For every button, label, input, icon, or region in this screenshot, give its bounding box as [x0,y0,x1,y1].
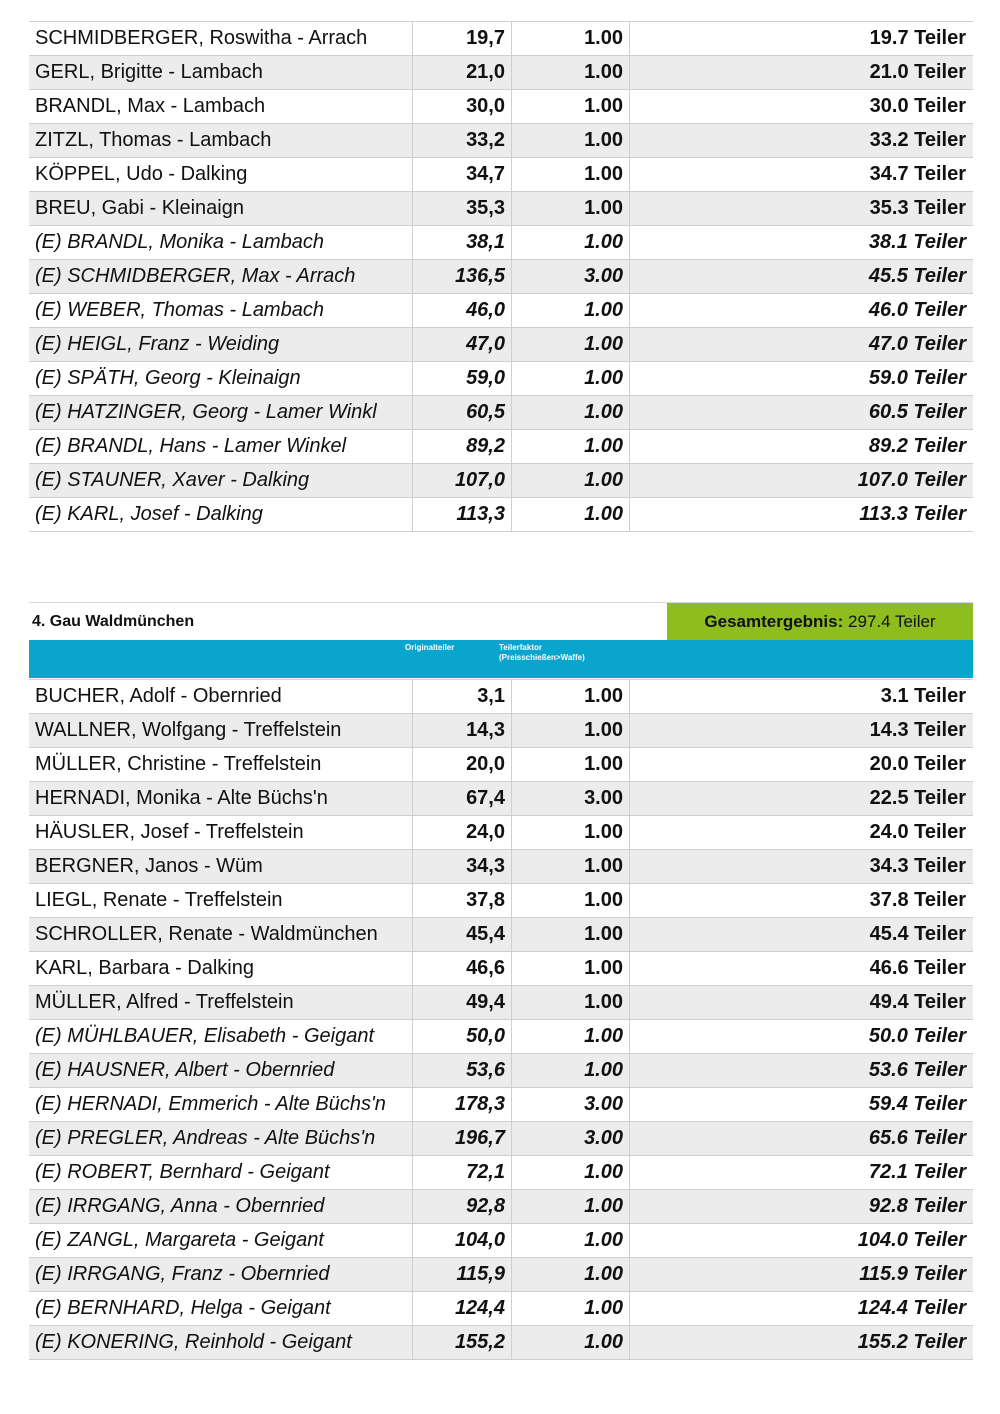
original-teiler-cell: 24,0 [413,816,512,850]
result-teiler-cell: 115.9 Teiler [630,1258,974,1292]
teiler-factor-cell: 1.00 [512,464,630,498]
shooter-name-cell: (E) HERNADI, Emmerich - Alte Büchs'n [29,1088,413,1122]
teiler-factor-cell: 1.00 [512,918,630,952]
shooter-name-cell: (E) SPÄTH, Georg - Kleinaign [29,362,413,396]
teiler-factor-cell: 1.00 [512,1326,630,1360]
total-result-box [667,603,973,641]
teiler-factor-cell: 1.00 [512,56,630,90]
original-teiler-cell: 49,4 [413,986,512,1020]
teiler-factor-cell: 1.00 [512,396,630,430]
teiler-factor-cell: 1.00 [512,498,630,532]
table-row [29,396,973,430]
table-row [29,362,973,396]
teiler-factor-cell: 1.00 [512,952,630,986]
teiler-factor-cell: 3.00 [512,1122,630,1156]
original-teiler-cell: 59,0 [413,362,512,396]
table-row [29,158,973,192]
result-teiler-cell: 59.0 Teiler [630,362,974,396]
table-row [29,430,973,464]
teiler-factor-cell: 1.00 [512,158,630,192]
result-teiler-cell: 38.1 Teiler [630,226,974,260]
results-table-gau-waldmuenchen [29,679,973,1360]
results-table-body [29,680,973,1360]
original-teiler-cell: 37,8 [413,884,512,918]
result-teiler-cell: 104.0 Teiler [630,1224,974,1258]
column-header-factor: Teilerfaktor [499,643,542,652]
shooter-name-cell: BREU, Gabi - Kleinaign [29,192,413,226]
shooter-name-cell: (E) HATZINGER, Georg - Lamer Winkl [29,396,413,430]
original-teiler-cell: 33,2 [413,124,512,158]
shooter-name-cell: (E) BRANDL, Monika - Lambach [29,226,413,260]
table-row [29,986,973,1020]
shooter-name-cell: (E) MÜHLBAUER, Elisabeth - Geigant [29,1020,413,1054]
result-teiler-cell: 21.0 Teiler [630,56,974,90]
result-teiler-cell: 49.4 Teiler [630,986,974,1020]
shooter-name-cell: BRANDL, Max - Lambach [29,90,413,124]
original-teiler-cell: 72,1 [413,1156,512,1190]
result-teiler-cell: 113.3 Teiler [630,498,974,532]
teiler-factor-cell: 1.00 [512,986,630,1020]
table-row [29,918,973,952]
result-teiler-cell: 14.3 Teiler [630,714,974,748]
result-teiler-cell: 65.6 Teiler [630,1122,974,1156]
teiler-factor-cell: 3.00 [512,260,630,294]
shooter-name-cell: (E) BRANDL, Hans - Lamer Winkel [29,430,413,464]
teiler-factor-cell: 3.00 [512,1088,630,1122]
table-row [29,192,973,226]
original-teiler-cell: 47,0 [413,328,512,362]
teiler-factor-cell: 1.00 [512,884,630,918]
table-row [29,464,973,498]
table-row [29,1326,973,1360]
result-teiler-cell: 59.4 Teiler [630,1088,974,1122]
teiler-factor-cell: 1.00 [512,328,630,362]
table-row [29,1190,973,1224]
teiler-factor-cell: 1.00 [512,430,630,464]
table-row [29,850,973,884]
original-teiler-cell: 19,7 [413,22,512,56]
original-teiler-cell: 34,7 [413,158,512,192]
result-teiler-cell: 30.0 Teiler [630,90,974,124]
total-result-value: 297.4 Teiler [848,612,936,631]
original-teiler-cell: 3,1 [413,680,512,714]
table-row [29,782,973,816]
results-table-body [29,22,973,532]
shooter-name-cell: MÜLLER, Alfred - Treffelstein [29,986,413,1020]
table-row [29,124,973,158]
table-row [29,56,973,90]
result-teiler-cell: 92.8 Teiler [630,1190,974,1224]
result-teiler-cell: 50.0 Teiler [630,1020,974,1054]
table-row [29,1292,973,1326]
original-teiler-cell: 92,8 [413,1190,512,1224]
column-header-original: Originalteiler [405,643,455,652]
teiler-factor-cell: 1.00 [512,90,630,124]
original-teiler-cell: 50,0 [413,1020,512,1054]
result-teiler-cell: 60.5 Teiler [630,396,974,430]
teiler-factor-cell: 1.00 [512,294,630,328]
original-teiler-cell: 115,9 [413,1258,512,1292]
result-teiler-cell: 3.1 Teiler [630,680,974,714]
table-row [29,260,973,294]
shooter-name-cell: ZITZL, Thomas - Lambach [29,124,413,158]
result-teiler-cell: 37.8 Teiler [630,884,974,918]
result-teiler-cell: 35.3 Teiler [630,192,974,226]
result-teiler-cell: 46.6 Teiler [630,952,974,986]
results-table-previous-section [29,21,973,532]
table-row [29,1020,973,1054]
original-teiler-cell: 89,2 [413,430,512,464]
result-teiler-cell: 19.7 Teiler [630,22,974,56]
teiler-factor-cell: 1.00 [512,226,630,260]
table-row [29,1156,973,1190]
result-teiler-cell: 45.5 Teiler [630,260,974,294]
original-teiler-cell: 124,4 [413,1292,512,1326]
teiler-factor-cell: 1.00 [512,1020,630,1054]
teiler-factor-cell: 1.00 [512,714,630,748]
teiler-factor-cell: 1.00 [512,362,630,396]
original-teiler-cell: 21,0 [413,56,512,90]
table-row [29,1054,973,1088]
shooter-name-cell: HERNADI, Monika - Alte Büchs'n [29,782,413,816]
result-teiler-cell: 22.5 Teiler [630,782,974,816]
shooter-name-cell: SCHROLLER, Renate - Waldmünchen [29,918,413,952]
original-teiler-cell: 45,4 [413,918,512,952]
result-teiler-cell: 20.0 Teiler [630,748,974,782]
shooter-name-cell: MÜLLER, Christine - Treffelstein [29,748,413,782]
original-teiler-cell: 14,3 [413,714,512,748]
teiler-factor-cell: 1.00 [512,816,630,850]
shooter-name-cell: BUCHER, Adolf - Obernried [29,680,413,714]
shooter-name-cell: (E) ROBERT, Bernhard - Geigant [29,1156,413,1190]
shooter-name-cell: WALLNER, Wolfgang - Treffelstein [29,714,413,748]
shooter-name-cell: SCHMIDBERGER, Roswitha - Arrach [29,22,413,56]
table-row [29,884,973,918]
result-teiler-cell: 89.2 Teiler [630,430,974,464]
result-teiler-cell: 24.0 Teiler [630,816,974,850]
result-teiler-cell: 34.3 Teiler [630,850,974,884]
teiler-factor-cell: 3.00 [512,782,630,816]
original-teiler-cell: 38,1 [413,226,512,260]
table-row [29,1122,973,1156]
original-teiler-cell: 20,0 [413,748,512,782]
teiler-factor-cell: 1.00 [512,1224,630,1258]
original-teiler-cell: 104,0 [413,1224,512,1258]
teiler-factor-cell: 1.00 [512,748,630,782]
teiler-factor-cell: 1.00 [512,680,630,714]
original-teiler-cell: 155,2 [413,1326,512,1360]
section-header [29,602,973,641]
original-teiler-cell: 196,7 [413,1122,512,1156]
table-row [29,680,973,714]
teiler-factor-cell: 1.00 [512,1054,630,1088]
column-header-band [29,640,973,678]
teiler-factor-cell: 1.00 [512,1156,630,1190]
table-row [29,1088,973,1122]
table-row [29,498,973,532]
shooter-name-cell: (E) STAUNER, Xaver - Dalking [29,464,413,498]
shooter-name-cell: LIEGL, Renate - Treffelstein [29,884,413,918]
shooter-name-cell: KARL, Barbara - Dalking [29,952,413,986]
table-row [29,1258,973,1292]
section-title: 4. Gau Waldmünchen [32,613,195,630]
total-result-label: Gesamtergebnis: [704,612,844,631]
teiler-factor-cell: 1.00 [512,22,630,56]
result-teiler-cell: 33.2 Teiler [630,124,974,158]
teiler-factor-cell: 1.00 [512,1258,630,1292]
shooter-name-cell: (E) KONERING, Reinhold - Geigant [29,1326,413,1360]
original-teiler-cell: 46,0 [413,294,512,328]
teiler-factor-cell: 1.00 [512,850,630,884]
original-teiler-cell: 53,6 [413,1054,512,1088]
original-teiler-cell: 107,0 [413,464,512,498]
shooter-name-cell: (E) IRRGANG, Anna - Obernried [29,1190,413,1224]
result-teiler-cell: 53.6 Teiler [630,1054,974,1088]
result-teiler-cell: 46.0 Teiler [630,294,974,328]
result-teiler-cell: 124.4 Teiler [630,1292,974,1326]
shooter-name-cell: (E) HEIGL, Franz - Weiding [29,328,413,362]
teiler-factor-cell: 1.00 [512,1292,630,1326]
result-teiler-cell: 107.0 Teiler [630,464,974,498]
shooter-name-cell: (E) SCHMIDBERGER, Max - Arrach [29,260,413,294]
table-row [29,748,973,782]
result-teiler-cell: 72.1 Teiler [630,1156,974,1190]
table-row [29,952,973,986]
table-row [29,226,973,260]
teiler-factor-cell: 1.00 [512,124,630,158]
shooter-name-cell: GERL, Brigitte - Lambach [29,56,413,90]
original-teiler-cell: 178,3 [413,1088,512,1122]
teiler-factor-cell: 1.00 [512,192,630,226]
table-row [29,328,973,362]
shooter-name-cell: (E) KARL, Josef - Dalking [29,498,413,532]
table-row [29,22,973,56]
teiler-factor-cell: 1.00 [512,1190,630,1224]
original-teiler-cell: 60,5 [413,396,512,430]
original-teiler-cell: 113,3 [413,498,512,532]
shooter-name-cell: (E) BERNHARD, Helga - Geigant [29,1292,413,1326]
original-teiler-cell: 35,3 [413,192,512,226]
shooter-name-cell: (E) PREGLER, Andreas - Alte Büchs'n [29,1122,413,1156]
shooter-name-cell: BERGNER, Janos - Wüm [29,850,413,884]
table-row [29,714,973,748]
shooter-name-cell: HÄUSLER, Josef - Treffelstein [29,816,413,850]
column-header-factor-detail: (Preisschießen>Waffe) [499,653,585,662]
original-teiler-cell: 67,4 [413,782,512,816]
result-teiler-cell: 47.0 Teiler [630,328,974,362]
result-teiler-cell: 45.4 Teiler [630,918,974,952]
table-row [29,816,973,850]
shooter-name-cell: KÖPPEL, Udo - Dalking [29,158,413,192]
shooter-name-cell: (E) IRRGANG, Franz - Obernried [29,1258,413,1292]
shooter-name-cell: (E) HAUSNER, Albert - Obernried [29,1054,413,1088]
original-teiler-cell: 30,0 [413,90,512,124]
table-row [29,1224,973,1258]
result-teiler-cell: 34.7 Teiler [630,158,974,192]
original-teiler-cell: 136,5 [413,260,512,294]
table-row [29,294,973,328]
result-teiler-cell: 155.2 Teiler [630,1326,974,1360]
original-teiler-cell: 34,3 [413,850,512,884]
original-teiler-cell: 46,6 [413,952,512,986]
shooter-name-cell: (E) WEBER, Thomas - Lambach [29,294,413,328]
table-row [29,90,973,124]
shooter-name-cell: (E) ZANGL, Margareta - Geigant [29,1224,413,1258]
